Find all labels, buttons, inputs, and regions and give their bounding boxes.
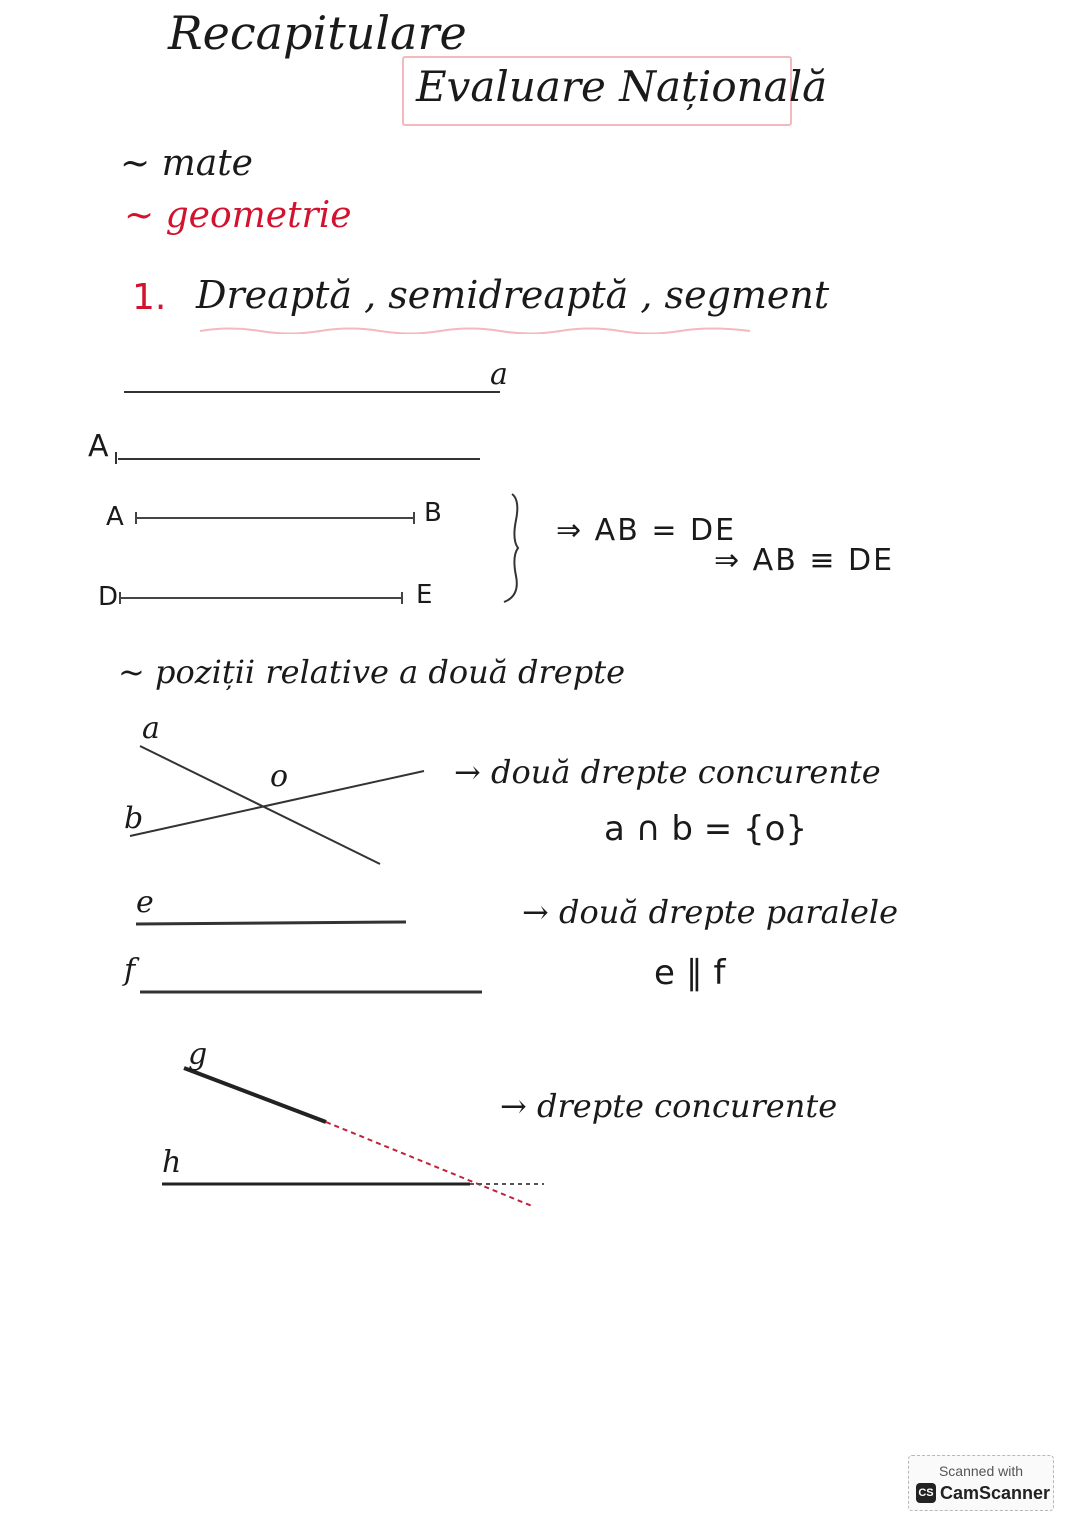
topic-mate: ~ mate: [120, 143, 253, 184]
label-h: h: [162, 1145, 182, 1180]
label-o-intersection: o: [270, 759, 289, 794]
section-number: 1.: [132, 277, 167, 318]
label-a-concurrent: a: [142, 711, 160, 746]
label-f: f: [124, 953, 136, 988]
camscanner-watermark: [908, 1455, 1054, 1511]
concurrent-formula: a ∩ b = {o}: [604, 809, 808, 849]
label-point-b: B: [424, 498, 442, 528]
line-e: [136, 922, 406, 924]
line-a-concurrent: [140, 746, 380, 864]
label-line-a: a: [490, 357, 508, 392]
label-b-concurrent: b: [124, 801, 144, 836]
label-point-d: D: [98, 582, 119, 612]
curly-brace: [504, 494, 518, 602]
relative-positions-title: ~ poziții relative a două drepte: [118, 653, 626, 691]
camscanner-logo-icon: CS: [916, 1483, 936, 1503]
line-g: [184, 1068, 326, 1122]
line-g-extension: [326, 1122, 532, 1206]
section-title: Dreaptă , semidreaptă , segment: [196, 273, 830, 317]
label-ray-a: A: [88, 429, 109, 464]
page-title: Recapitulare: [168, 6, 467, 60]
concurrent-extended-caption: → drepte concurente: [500, 1087, 838, 1125]
label-point-a: A: [106, 502, 124, 532]
parallel-caption: → două drepte paralele: [522, 893, 899, 931]
watermark-line1: Scanned with: [938, 1463, 1024, 1479]
label-point-e: E: [416, 580, 433, 610]
label-g: g: [188, 1037, 208, 1072]
watermark-line2: CamScanner: [940, 1483, 1051, 1503]
implies-congruent: ⇒ AB ≡ DE: [714, 543, 895, 578]
parallel-formula: e ∥ f: [654, 953, 726, 993]
label-e: e: [136, 885, 154, 920]
exam-title: Evaluare Națională: [416, 62, 828, 111]
implies-equal: ⇒ AB = DE: [556, 513, 737, 548]
concurrent-caption: → două drepte concurente: [454, 753, 881, 791]
topic-geometrie: ~ geometrie: [124, 195, 352, 236]
